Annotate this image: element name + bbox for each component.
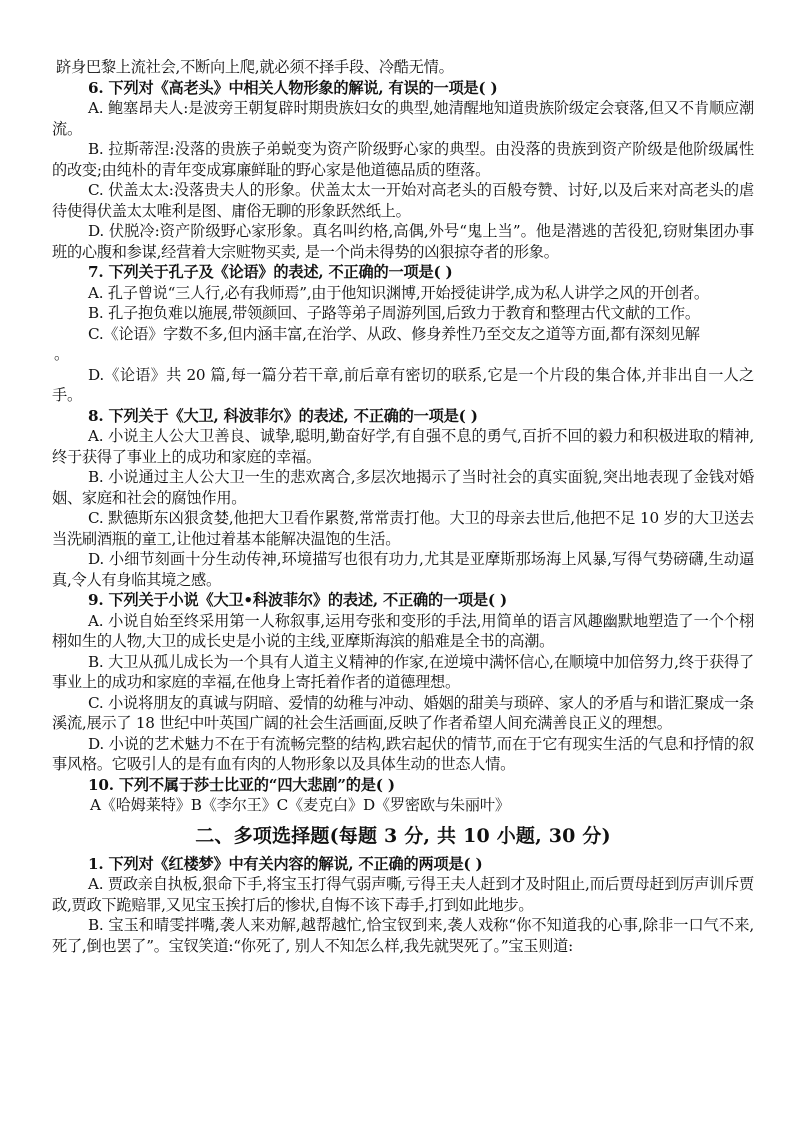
- question-6-option-b: B. 拉斯蒂涅:没落的贵族子弟蜕变为资产阶级野心家的典型。由没落的贵族到资产阶级是他阶级属性的改变;由纯朴的青年变成寡廉鲜耻的野心家是他道德品质的堕落。: [52, 140, 754, 179]
- question-9-stem: 9. 下列关于小说《大卫•科波菲尔》的表述, 不正确的一项是( ): [88, 591, 507, 609]
- question-8-option-a: A. 小说主人公大卫善良、诚挚,聪明,勤奋好学,有自强不息的勇气,百折不回的毅力和积极进取的精神,终于获得了事业上的成功和家庭的幸福。: [52, 427, 754, 466]
- question-7-stray-mark: 。: [54, 345, 70, 363]
- question-10: [52, 775, 754, 816]
- question-10-options: A《哈姆莱特》B《李尔王》C《麦克白》D《罗密欧与朱丽叶》: [90, 796, 510, 814]
- section-2-question-1: [52, 854, 754, 957]
- question-9: [52, 590, 754, 775]
- section-2-question-1-option-a: A. 贾政亲自执板,狠命下手,将宝玉打得气弱声嘶,亏得王夫人赶到才及时阻止,而后贾母赶到厉声训斥贾政,贾政下跪赔罪,又见宝玉挨打后的惨状,自悔不该下毒手,打到如此地步。: [52, 875, 754, 914]
- question-9-option-a: A. 小说自始至终采用第一人称叙事,运用夸张和变形的手法,用简单的语言风趣幽默地塑造了一个个栩栩如生的人物,大卫的成长史是小说的主线,亚摩斯海滨的船难是全书的高潮。: [52, 611, 754, 650]
- question-6-option-d: D. 伏脱冷:资产阶级野心家形象。真名叫约格,高偶,外号“鬼上当”。他是潜逃的苦役犯,窃财集团办事班的心腹和参谋,经营着大宗赃物买卖, 是一个尚未得势的凶狠掠夺者的形象。: [52, 222, 754, 261]
- question-7: [52, 262, 754, 406]
- question-7-stem: 7. 下列关于孔子及《论语》的表述, 不正确的一项是( ): [88, 263, 453, 281]
- question-8: [52, 406, 754, 591]
- question-8-stem: 8. 下列关于《大卫, 科波菲尔》的表述, 不正确的一项是( ): [88, 406, 478, 425]
- question-6-option-c: C. 伏盖太太:没落贵夫人的形象。伏盖太太一开始对高老头的百般夸赞、讨好,以及后来对高老头的虐待使得伏盖太太唯利是图、庸俗无聊的形象跃然纸上。: [52, 181, 754, 220]
- section-2-question-1-option-b: B. 宝玉和晴雯拌嘴,袭人来劝解,越帮越忙,恰宝钗到来,袭人戏称“你不知道我的心事,除非一口气不来,死了,倒也罢了”。宝钗笑道:“你死了, 别人不知怎么样,我先就哭死了。”宝玉则道:: [52, 916, 754, 955]
- question-10-stem: 10. 下列不属于莎士比亚的“四大悲剧”的是( ): [88, 775, 395, 794]
- question-8-option-c: C. 默德斯东凶狠贪婪,他把大卫看作累赘,常常责打他。大卫的母亲去世后,他把不足 10 岁的大卫送去当洗刷酒瓶的童工,让他过着基本能解决温饱的生活。: [52, 509, 754, 548]
- question-8-option-b: B. 小说通过主人公大卫一生的悲欢离合,多层次地揭示了当时社会的真实面貌,突出地表现了金钱对婚姻、家庭和社会的腐蚀作用。: [52, 468, 754, 507]
- section-2-question-1-stem: 1. 下列对《红楼梦》中有关内容的解说, 不正确的两项是( ): [88, 854, 483, 873]
- question-7-option-b: B. 孔子抱负难以施展,带领颜回、子路等弟子周游列国,后致力于教育和整理古代文献的工作。: [88, 304, 700, 322]
- section-2-title: 二、多项选择题(每题 3 分, 共 10 小题, 30 分): [195, 824, 611, 847]
- question-6-option-a: A. 鲍塞昂夫人:是波旁王朝复辟时期贵族妇女的典型,她清醒地知道贵族阶级定会衰落,但又不肯顺应潮流。: [52, 99, 754, 138]
- question-9-option-c: C. 小说将朋友的真诚与阴暗、爱情的幼稚与冲动、婚姻的甜美与琐碎、家人的矛盾与和谐汇聚成一条溪流,展示了 18 世纪中叶英国广阔的社会生活画面,反映了作者希望人间充满善良正义的理想。: [52, 693, 754, 732]
- question-7-option-a: A. 孔子曾说“三人行,必有我师焉”,由于他知识渊博,开始授徒讲学,成为私人讲学之风的开创者。: [88, 283, 709, 302]
- question-9-option-d: D. 小说的艺术魅力不在于有流畅完整的结构,跌宕起伏的情节,而在于它有现实生活的气息和抒情的叙事风格。它吸引人的是有血有肉的人物形象以及具体生动的世态人情。: [52, 734, 754, 773]
- question-9-option-b: B. 大卫从孤儿成长为一个具有人道主义精神的作家,在逆境中满怀信心,在顺境中加倍努力,终于获得了事业上的成功和家庭的幸福,在他身上寄托着作者的道德理想。: [52, 652, 754, 691]
- lead-line: 跻身巴黎上流社会,不断向上爬,就必须不择手段、冷酷无情。: [56, 58, 454, 76]
- question-8-option-d: D. 小细节刻画十分生动传神,环境描写也很有功力,尤其是亚摩斯那场海上风暴,写得气势磅礴,生动逼真,令人有身临其境之感。: [52, 550, 754, 589]
- question-6-stem: 6. 下列对《高老头》中相关人物形象的解说, 有误的一项是( ): [88, 78, 498, 97]
- question-7-option-c: C.《论语》字数不多,但内涵丰富,在治学、从政、修身养性乃至交友之道等方面,都有深刻见解: [88, 324, 700, 343]
- question-6: [52, 78, 754, 263]
- question-7-option-d: D.《论语》共 20 篇,每一篇分若干章,前后章有密切的联系,它是一个片段的集合体,并非出自一人之手。: [52, 365, 754, 404]
